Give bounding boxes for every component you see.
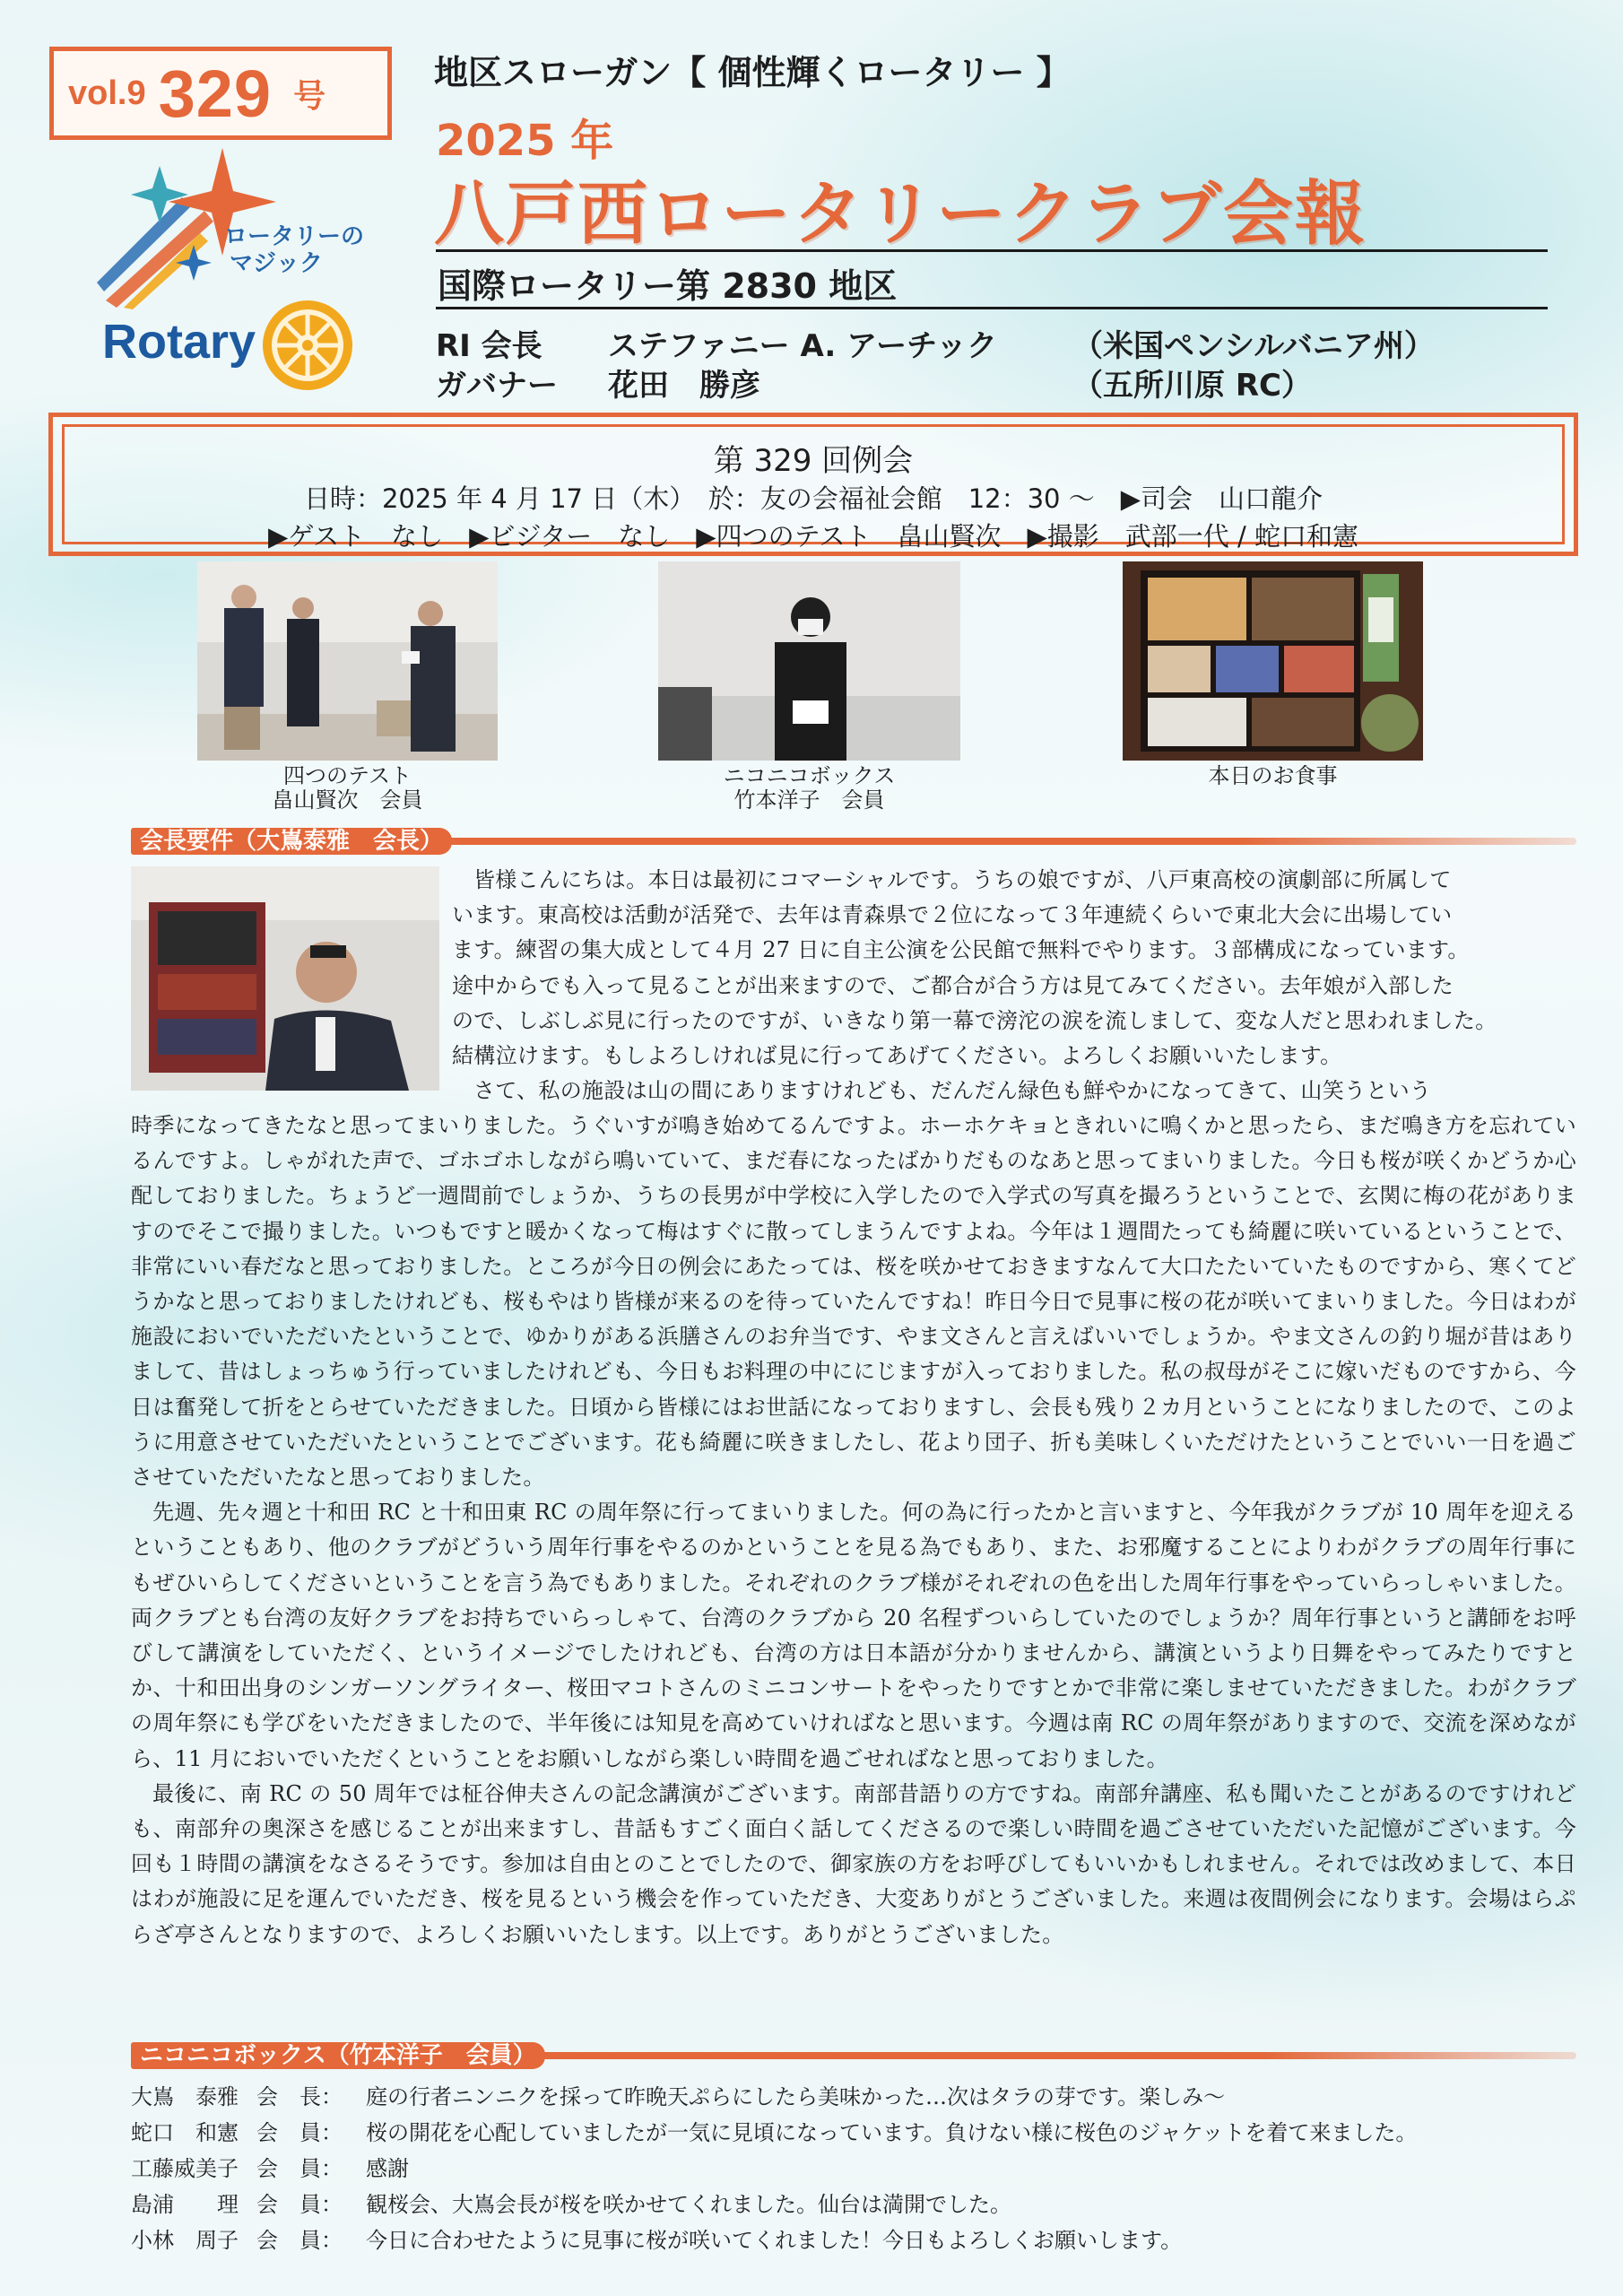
heading-bar: [542, 2052, 1576, 2059]
member-message: 観桜会、大嶌会長が桜を咲かせてくれました。仙台は満開でした。: [366, 2192, 1011, 2217]
body-paragraph: 時季になってきたなと思ってまいりました。うぐいすが鳴き始めてるんですよ。ホーホケキョときれいに鳴くかと思ったら、まだ鳴き方を忘れているんですよ。しゃがれた声で、ゴホゴホしながら鳴いていて、まだ春になったばかりだものなあと思ってまいりました。今日も桜が咲くかどうか心配しておりました。ちょうど一週間前でしょうか、うちの長男が中学校に入学したので入学式の写真を撮ろうということで、玄関に梅の花がありますのでそこで撮りました。いつもですと暖かくなって梅はすぐに散ってしまうんですよね。今年は１週間たっても綺麗に咲いているということで、非常にいい春だなと思っておりました。ところが今日の例会にあたっては、桜を咲かせておきますなんて大口たたいていたものですから、寒くてどうかなと思っておりましたけれども、桜もやはり皆様が来るのを待っていたんですね！昨日今日で見事に桜の花が咲いてまいりました。今日はわが施設においでいただいたということで、ゆかりがある浜膳さんのお弁当です、やま文さんと言えばいいでしょうか。やま文さんの釣り堀が昔はありまして、昔はしょっちゅう行っていましたけれども、今日もお料理の中ににじますが入っておりました。私の叔母がそこに嫁いだものですから、今日は奮発して折をとらせていただきました。日頃から皆様にはお世話になっておりますし、会長も残り２カ月ということになりましたので、このように用意させていただいたということでございます。花も綺麗に咲きましたし、花より団子、折も美味しくいただけたということでいい一日を過ごさせていただいたなと思っておりました。: [131, 1113, 1576, 1491]
niko-section-heading: [131, 2042, 1576, 2069]
president-section-heading: [131, 828, 1576, 855]
issue-number: 329: [158, 56, 273, 131]
member-message: 感謝: [366, 2156, 409, 2181]
president-photo: [131, 866, 439, 1091]
photo-caption: [1123, 764, 1423, 788]
officer-location: （五所川原 RC）: [1072, 368, 1312, 404]
issue-badge: [49, 47, 392, 140]
header-year: 2025 年: [436, 116, 614, 166]
member-message: 庭の行者ニンニクを採って昨晩天ぷらにしたら美味かった…次はタラの芽です。楽しみ～: [366, 2084, 1226, 2109]
member-name: 蛇口 和憲: [131, 2120, 239, 2145]
caption-line: ニコニコボックス: [723, 763, 896, 788]
issue-suffix: 号: [293, 76, 326, 114]
caption-line: 畠山賢次 会員: [272, 787, 423, 813]
rotary-wordmark: Rotary: [102, 315, 256, 369]
district-name: 国際ロータリー第 2830 地区: [438, 266, 898, 306]
niko-entry: [131, 2187, 1011, 2221]
meal-photo: [1123, 561, 1423, 761]
niko-entry: [131, 2079, 1225, 2113]
member-role: 会 員：: [256, 2156, 343, 2181]
caption-line: 竹本洋子 会員: [733, 787, 885, 813]
logo-theme-line1: ロータリーの: [224, 223, 365, 250]
logo-theme-text: [224, 224, 364, 278]
rotary-wheel-icon: [258, 296, 357, 395]
niko-box-photo: [658, 561, 960, 761]
text-line: さて、私の施設は山の間にありますけれども、だんだん緑色も鮮やかになってきて、山笑うという: [473, 1078, 1432, 1104]
heading-bar: [448, 838, 1576, 845]
officer-role: ガバナー: [436, 368, 558, 404]
district-rule: [436, 307, 1548, 309]
member-message: 今日に合わせたように見事に桜が咲いてくれました！今日もよろしくお願いします。: [366, 2228, 1183, 2253]
member-role: 会 員：: [256, 2192, 343, 2217]
caption-line: 四つのテスト: [282, 763, 412, 788]
body-paragraph: 最後に、南 RC の 50 周年では柾谷伸夫さんの記念講演がございます。南部昔語りの方ですね。南部弁講座、私も聞いたことがあるのですけれども、南部弁の奥深さを感じることが出来ますし、昔話もすごく面白く話してくださるので楽しい時間を過ごさせていただいた記憶がございます。今回も１時間の講演をなさるそうです。参加は自由とのことでしたので、御家族の方をお呼びしてもいいかもしれません。それでは改めまして、本日はわが施設に足を運んでいただき、桜を見るという機会を作っていただき、大変ありがとうございました。来週は夜間例会になります。会場はらぷらざ亭さんとなりますので、よろしくお願いいたします。以上です。ありがとうございました。: [131, 1780, 1576, 1947]
member-role: 会 員：: [256, 2120, 343, 2145]
meeting-title: 第 329 回例会: [713, 443, 914, 479]
officer-location: （米国ペンシルバニア州）: [1072, 328, 1435, 364]
text-line: ので、しぶしぶ見に行ったのですが、いきなり第一幕で滂沱の涙を流しまして、変な人だと思われました。: [452, 1007, 1497, 1033]
photo-caption: [197, 764, 498, 813]
text-line: 皆様こんにちは。本日は最初にコマーシャルです。うちの娘ですが、八戸東高校の演劇部に所属して: [473, 867, 1452, 892]
officer-role: RI 会長: [436, 328, 542, 364]
member-message: 桜の開花を心配していましたが一気に見頃になっています。負けない様に桜色のジャケットを着て来ました。: [366, 2120, 1418, 2145]
section-heading-label: ニコニコボックス（竹本洋子 会員）: [131, 2042, 545, 2069]
member-name: 大嶌 泰雅: [131, 2084, 239, 2109]
meeting-info-box: [48, 413, 1578, 556]
body-paragraph: 先週、先々週と十和田 RC と十和田東 RC の周年祭に行ってまいりました。何の為に行ったかと言いますと、今年我がクラブが 10 周年を迎えるということもあり、他のクラブがどういう周年行事をやるのかということを見る為でもあり、また、お邪魔することによりわがクラブの周年行事にもぜひいらしてくださいということを言う為でもありました。それぞれのクラブ様がそれぞれの色を出した周年行事をやっていらっしゃいました。両クラブとも台湾の友好クラブをお持ちでいらっしゃて、台湾のクラブから 20 名程ずついらしていたのでしょうか？周年行事というと講師をお呼びして講演をしていただく、というイメージでしたけれども、台湾の方は日本語が分かりませんから、講演というより日舞をやってみたりですとか、十和田出身のシンガーソングライター、桜田マコトさんのミニコンサートをやったりですとかで非常に楽しませていただきました。わがクラブの周年祭にも学びをいただきましたので、半年後には知見を高めていければなと思います。今週は南 RC の周年祭がありますので、交流を深めながら、11 月においでいただくということをお願いしながら楽しい時間を過ごせればなと思っておりました。: [131, 1500, 1576, 1771]
title-rule: [436, 249, 1548, 252]
meeting-roles: ▶ゲスト なし ▶ビジター なし ▶四つのテスト 畠山賢次 ▶撮影 武部一代 / 蛇口和憲: [268, 521, 1358, 552]
president-paragraph-main: [131, 1109, 1576, 1952]
officer-name: ステファニー A. アーチック: [608, 328, 998, 364]
member-role: 会 長：: [256, 2084, 343, 2109]
niko-entry: [131, 2222, 1182, 2257]
section-heading-label: 会長要件（大嶌泰雅 会長）: [131, 828, 452, 855]
district-slogan: 地区スローガン【 個性輝くロータリー 】: [434, 53, 1071, 92]
text-line: います。東高校は活動が活発で、去年は青森県で２位になって３年連続くらいで東北大会に出場してい: [452, 902, 1453, 928]
photo-caption: [658, 764, 960, 813]
officer-name: 花田 勝彦: [608, 368, 760, 404]
niko-entry: [131, 2115, 1417, 2149]
volume-label: vol.9: [68, 74, 146, 112]
niko-entry: [131, 2151, 409, 2185]
text-line: 途中からでも入って見ることが出来ますので、ご都合が合う方は見てみてください。去年娘が入部した: [452, 972, 1454, 998]
member-role: 会 員：: [256, 2228, 343, 2253]
text-line: 結構泣けます。もしよろしければ見に行ってあげてください。よろしくお願いいたします。: [452, 1043, 1342, 1069]
president-paragraph-top: [452, 863, 1576, 1109]
member-name: 工藤威美子: [131, 2156, 239, 2181]
meeting-details: 日時：2025 年 4 月 17 日（木） 於：友の会福祉会館 12：30 ～ ▶司会 山口龍介: [303, 483, 1324, 514]
caption-line: 本日のお食事: [1208, 763, 1338, 788]
member-name: 島浦 理: [131, 2192, 239, 2217]
text-line: ます。練習の集大成として４月 27 日に自主公演を公民館で無料でやります。３部構成になっています。: [452, 937, 1470, 963]
logo-theme-line2: マジック: [230, 249, 324, 277]
member-name: 小林 周子: [131, 2228, 239, 2253]
newsletter-title: 八戸西ロータリークラブ会報: [434, 174, 1367, 255]
four-way-test-photo: [197, 561, 498, 761]
